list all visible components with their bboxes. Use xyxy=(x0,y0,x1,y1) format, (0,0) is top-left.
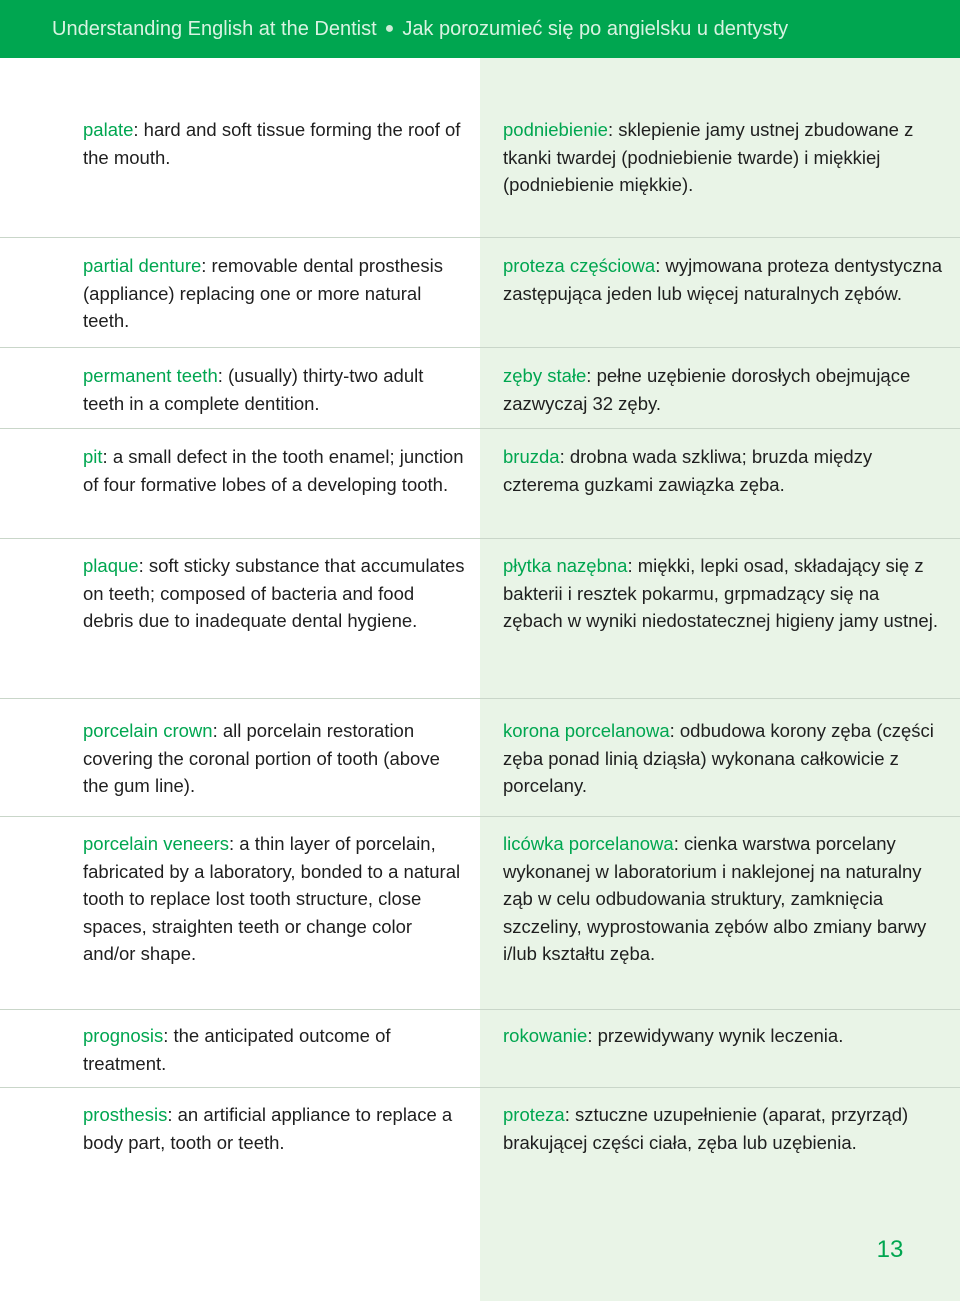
definition-polish: : odbudowa korony zęba (części zęba ponad linią dziąsła) wykonana całkowicie z porcelany. xyxy=(503,720,934,796)
definition-english: : (usually) thirty-two adult teeth in a complete dentition. xyxy=(83,365,424,414)
term-polish: korona porcelanowa xyxy=(503,720,670,741)
entry-polish xyxy=(503,362,943,417)
term-english: prognosis xyxy=(83,1025,164,1046)
term-english: partial denture xyxy=(83,255,202,276)
definition-english: : hard and soft tissue forming the roof of the mouth. xyxy=(83,119,461,168)
definition-english: : soft sticky substance that accumulates on teeth; composed of bacteria and food debris due to inadequate dental hygiene. xyxy=(83,555,465,631)
entry-polish xyxy=(503,1101,943,1156)
page-header xyxy=(0,0,960,58)
definition-english: : a thin layer of porcelain, fabricated by a laboratory, bonded to a natural tooth to replace lost tooth structure, close spaces, straighten teeth or change color and/or shape. xyxy=(83,833,461,964)
definition-polish: : wyjmowana proteza dentystyczna zastępująca jeden lub więcej naturalnych zębów. xyxy=(503,255,943,304)
term-polish: proteza częściowa xyxy=(503,255,656,276)
term-english: porcelain veneers xyxy=(83,833,230,854)
definition-english: : removable dental prosthesis (appliance) replacing one or more natural teeth. xyxy=(83,255,443,331)
definition-english: : an artificial appliance to replace a body part, tooth or teeth. xyxy=(83,1104,453,1153)
term-english: pit xyxy=(83,446,103,467)
entry-polish xyxy=(503,830,943,968)
entry-polish xyxy=(503,116,943,199)
bullet-dot-icon: ● xyxy=(384,20,395,37)
definition-polish: : przewidywany wynik leczenia. xyxy=(587,1025,844,1046)
entry-polish xyxy=(503,1022,943,1050)
entry-english xyxy=(83,717,468,800)
entry-english xyxy=(83,252,468,335)
term-english: palate xyxy=(83,119,134,140)
definition-polish: : sklepienie jamy ustnej zbudowane z tkanki twardej (podniebienie twarde) i miękkiej (podniebienie miękkie). xyxy=(503,119,914,195)
header-title-pl: Jak porozumieć się po angielsku u dentysty xyxy=(402,18,789,40)
entry-polish xyxy=(503,717,943,800)
definition-english: : the anticipated outcome of treatment. xyxy=(83,1025,391,1074)
term-polish: rokowanie xyxy=(503,1025,588,1046)
definition-polish: : pełne uzębienie dorosłych obejmujące zazwyczaj 32 zęby. xyxy=(503,365,911,414)
entry-english xyxy=(83,552,468,635)
term-polish: podniebienie xyxy=(503,119,608,140)
term-polish: licówka porcelanowa xyxy=(503,833,674,854)
entry-english xyxy=(83,1022,468,1077)
definition-polish: : drobna wada szkliwa; bruzda między czterema guzkami zawiązka zęba. xyxy=(503,446,873,495)
entry-english xyxy=(83,362,468,417)
definition-polish: : miękki, lepki osad, składający się z bakterii i resztek pokarmu, grpmadzący się na zębach w wyniki niedostatecznej higieny jamy ustnej. xyxy=(503,555,938,631)
entry-english xyxy=(83,443,468,498)
definition-polish: : sztuczne uzupełnienie (aparat, przyrząd) brakującej części ciała, zęba lub uzębienia. xyxy=(503,1104,909,1153)
definition-english: : a small defect in the tooth enamel; junction of four formative lobes of a developing tooth. xyxy=(83,446,464,495)
term-english: porcelain crown xyxy=(83,720,213,741)
term-polish: proteza xyxy=(503,1104,565,1125)
term-english: prosthesis xyxy=(83,1104,168,1125)
header-title-en: Understanding English at the Dentist xyxy=(52,18,377,40)
page-number: 13 xyxy=(876,1236,904,1263)
entry-polish xyxy=(503,552,943,635)
term-polish: zęby stałe xyxy=(503,365,587,386)
entry-english xyxy=(83,1101,468,1156)
term-english: permanent teeth xyxy=(83,365,218,386)
entry-polish xyxy=(503,252,943,307)
term-english: plaque xyxy=(83,555,139,576)
definition-english: : all porcelain restoration covering the coronal portion of tooth (above the gum line). xyxy=(83,720,440,796)
entry-english xyxy=(83,116,468,171)
definition-polish: : cienka warstwa porcelany wykonanej w laboratorium i naklejonej na naturalny ząb w celu odbudowania struktury, zamknięcia szczeliny, wyprostowania zębów albo zmiany barwy i/lub kształtu zęba. xyxy=(503,833,927,964)
term-polish: bruzda xyxy=(503,446,560,467)
term-polish: płytka nazębna xyxy=(503,555,628,576)
entry-english xyxy=(83,830,468,968)
entry-polish xyxy=(503,443,943,498)
